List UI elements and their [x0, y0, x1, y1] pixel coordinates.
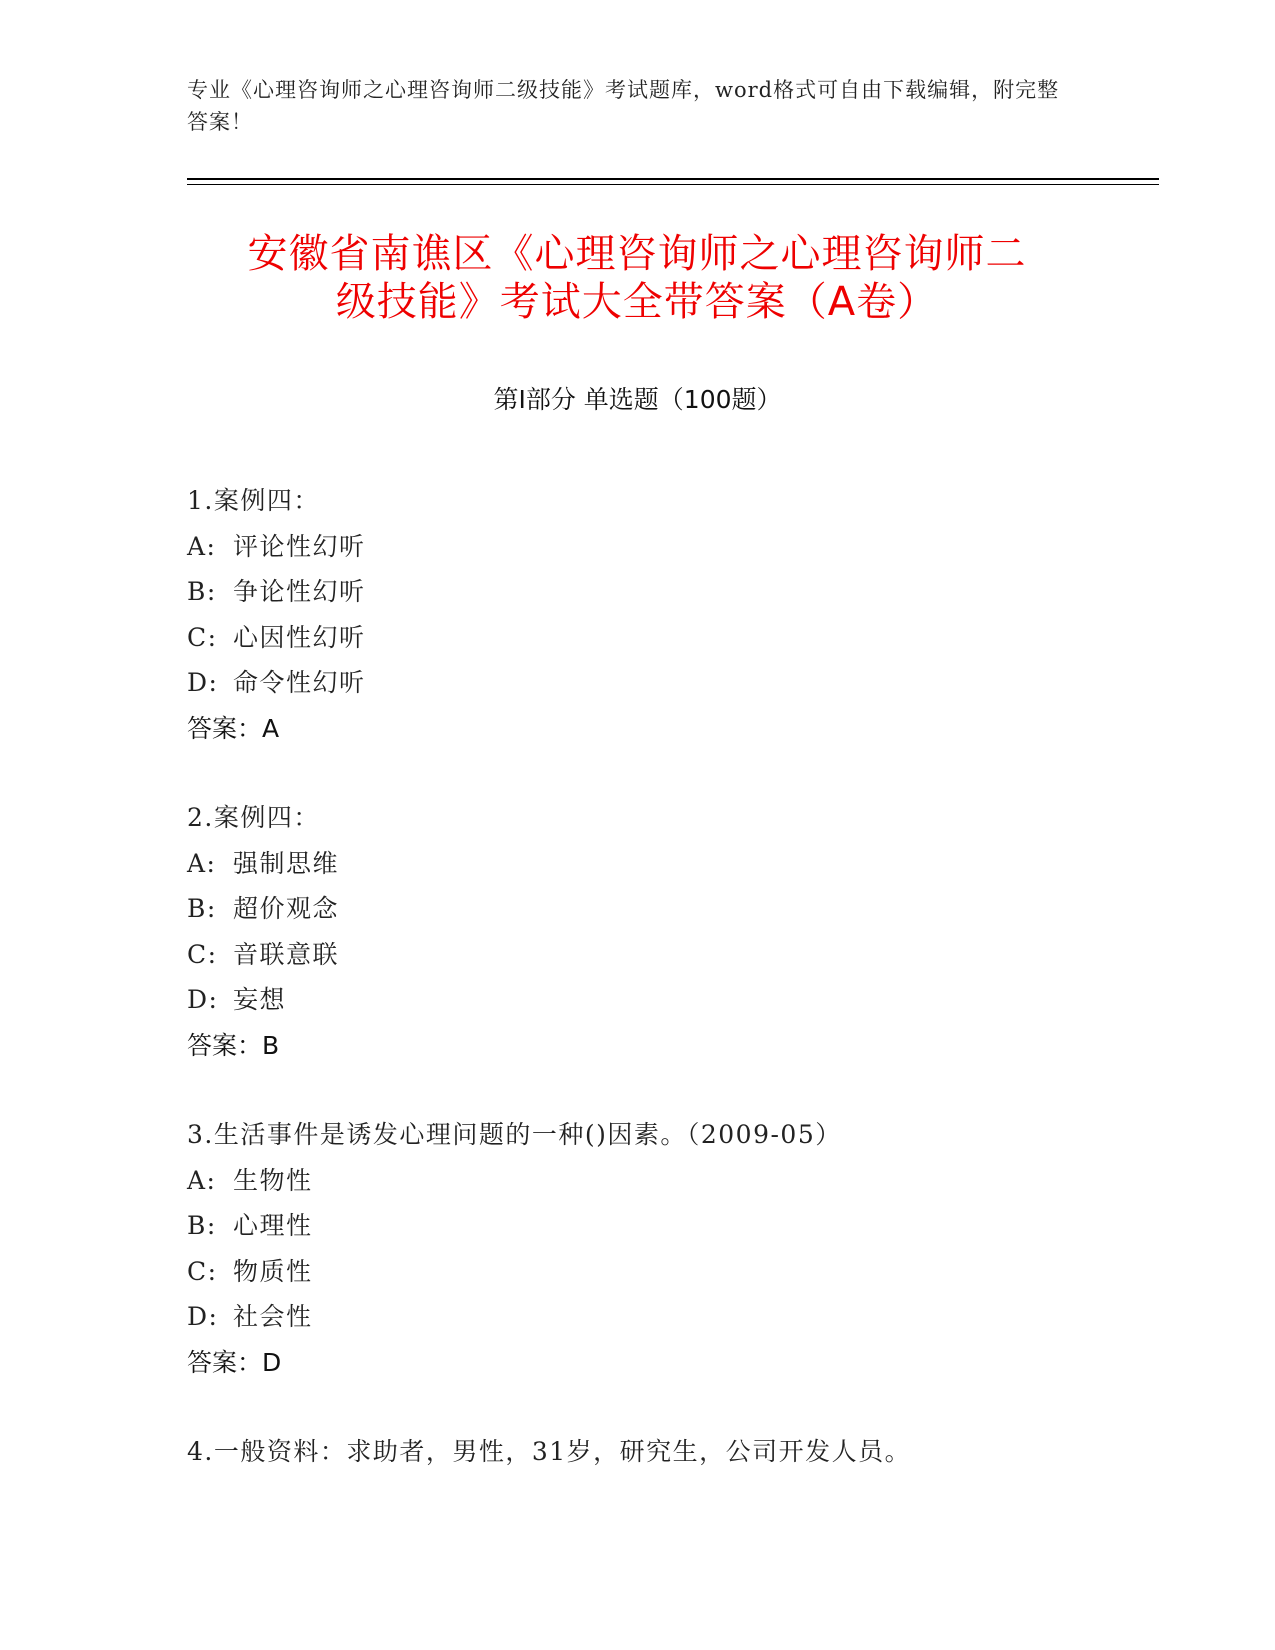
question-stem: 3.生活事件是诱发心理问题的一种()因素。（2009-05）	[187, 1120, 842, 1149]
option-text: 妄想	[233, 985, 287, 1014]
answer-label: 答案：	[187, 1347, 263, 1377]
question-2	[187, 795, 1167, 1068]
option-text: 评论性幻听	[233, 531, 366, 561]
option-key: A:	[187, 848, 217, 878]
option-key: B:	[187, 1211, 217, 1240]
option-text: 心理性	[233, 1211, 313, 1240]
option-c	[187, 615, 1167, 661]
header-divider-thin	[187, 184, 1159, 185]
option-a	[187, 524, 1167, 570]
option-key: A:	[187, 531, 217, 561]
option-text: 心因性幻听	[233, 622, 366, 652]
option-d	[187, 660, 1167, 706]
option-text: 生物性	[233, 1165, 313, 1195]
answer-value: D	[262, 1347, 282, 1377]
question-list	[187, 478, 1167, 1475]
document-title-line-2: 级技能》考试大全带答案（A卷）	[335, 279, 939, 325]
option-d	[187, 977, 1167, 1023]
option-c	[187, 932, 1167, 978]
option-a	[187, 841, 1167, 887]
question-stem: 2.案例四：	[187, 803, 320, 832]
option-key: B:	[187, 577, 217, 606]
question-4	[187, 1429, 1167, 1475]
option-text: 社会性	[233, 1302, 313, 1331]
option-key: C:	[187, 939, 218, 969]
section-title: 第I部分 单选题（100题）	[493, 385, 782, 414]
answer-value: A	[262, 713, 280, 743]
option-key: D:	[187, 668, 219, 697]
option-text: 音联意联	[233, 939, 340, 969]
option-b	[187, 569, 1167, 615]
option-key: A:	[187, 1165, 217, 1195]
answer-line	[187, 706, 1167, 752]
option-key: D:	[187, 985, 219, 1014]
option-text: 物质性	[233, 1256, 313, 1286]
question-3	[187, 1112, 1167, 1385]
answer-value: B	[262, 1030, 280, 1060]
option-a	[187, 1158, 1167, 1204]
option-key: C:	[187, 622, 218, 652]
option-key: D:	[187, 1302, 219, 1331]
answer-label: 答案：	[187, 1030, 263, 1060]
document-title	[187, 230, 1087, 326]
answer-line	[187, 1023, 1167, 1069]
option-text: 超价观念	[233, 894, 340, 923]
document-title-line-1: 安徽省南谯区《心理咨询师之心理咨询师二	[247, 231, 1027, 277]
option-c	[187, 1249, 1167, 1295]
answer-line	[187, 1340, 1167, 1386]
option-b	[187, 886, 1167, 932]
option-text: 命令性幻听	[233, 668, 366, 697]
option-key: B:	[187, 894, 217, 923]
answer-label: 答案：	[187, 713, 263, 743]
option-text: 争论性幻听	[233, 577, 366, 606]
question-1	[187, 478, 1167, 751]
option-b	[187, 1203, 1167, 1249]
header-divider-thick	[187, 178, 1159, 180]
option-d	[187, 1294, 1167, 1340]
question-stem: 1.案例四：	[187, 486, 320, 515]
option-text: 强制思维	[233, 848, 340, 878]
header-note: 专业《心理咨询师之心理咨询师二级技能》考试题库，word格式可自由下载编辑，附完整答案！	[187, 78, 1060, 134]
option-key: C:	[187, 1256, 218, 1286]
question-stem: 4.一般资料：求助者，男性，31岁，研究生，公司开发人员。	[187, 1437, 912, 1466]
